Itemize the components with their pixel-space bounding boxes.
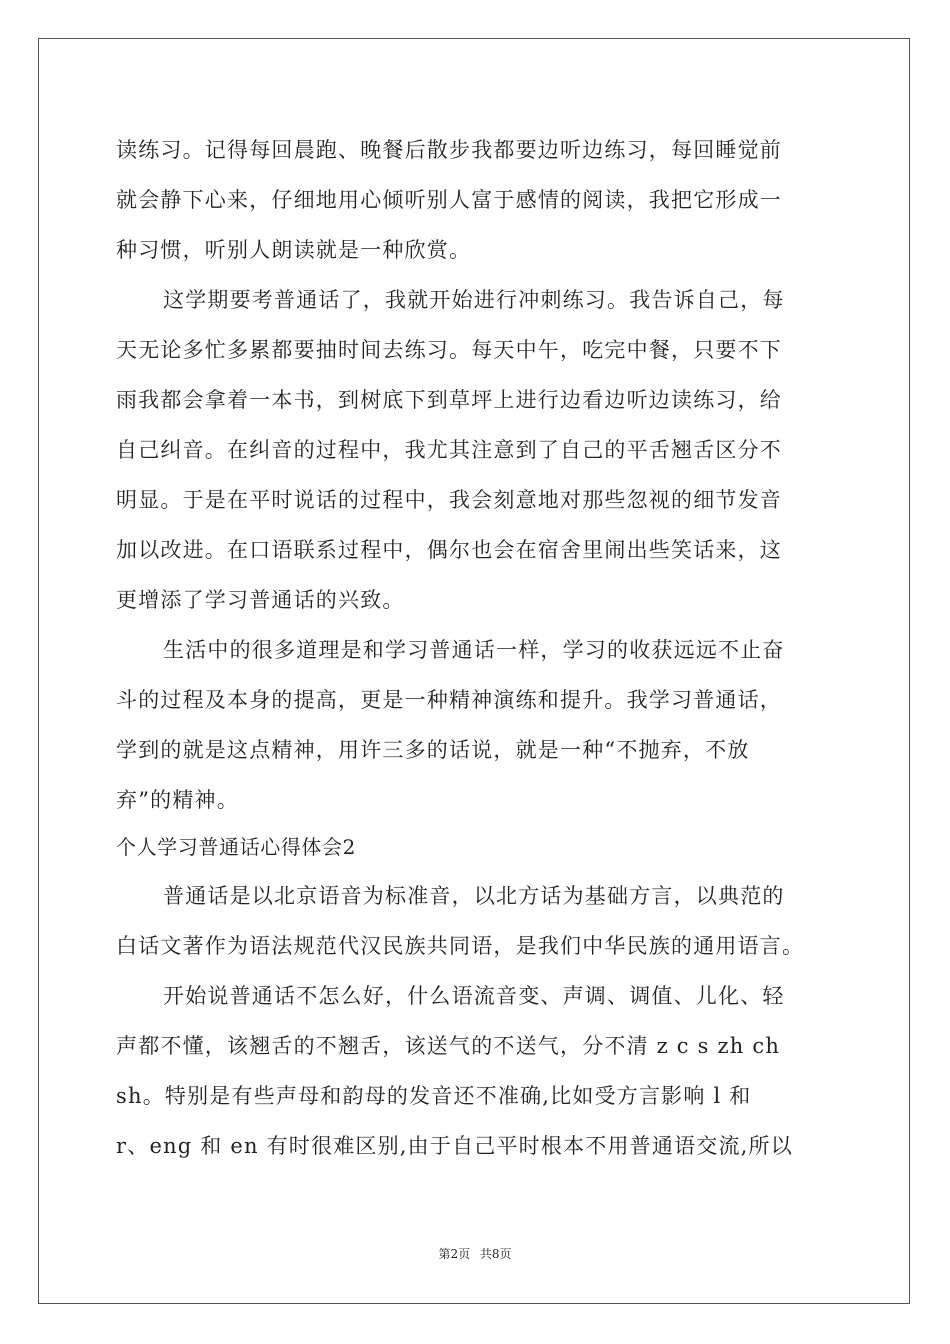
paragraph-line: 白话文著作为语法规范代汉民族共同语，是我们中华民族的通用语言。 xyxy=(116,934,805,958)
paragraph-line: 加以改进。在口语联系过程中，偶尔也会在宿舍里闹出些笑话来，这 xyxy=(116,538,782,562)
paragraph-line: 种习惯，听别人朗读就是一种欣赏。 xyxy=(116,238,472,262)
paragraph-line: 弃”的精神。 xyxy=(116,788,239,812)
paragraph-line: 斗的过程及本身的提高，更是一种精神演练和提升。我学习普通话， xyxy=(116,688,782,712)
paragraph-line: 学到的就是这点精神，用许三多的话说，就是一种“不抛弃，不放 xyxy=(116,738,750,762)
section-heading: 个人学习普通话心得体会2 xyxy=(116,835,356,859)
paragraph-line: sh。特别是有些声母和韵母的发音还不准确,比如受方言影响 l 和 xyxy=(116,1084,752,1108)
paragraph-line: 声都不懂，该翘舌的不翘舌，该送气的不送气，分不清 z c s zh ch xyxy=(116,1034,781,1058)
paragraph-line: 更增添了学习普通话的兴致。 xyxy=(116,588,405,612)
page-border xyxy=(38,38,910,1304)
paragraph-line: 普通话是以北京语音为标准音，以北方话为基础方言，以典范的 xyxy=(163,884,785,908)
page-footer xyxy=(0,1246,950,1262)
paragraph-line: 读练习。记得每回晨跑、晚餐后散步我都要边听边练习，每回睡觉前 xyxy=(116,138,782,162)
paragraph-line: 雨我都会拿着一本书，到树底下到草坪上进行边看边听边读练习，给 xyxy=(116,388,782,412)
page-number: 第2页 xyxy=(438,1247,471,1261)
paragraph-line: 这学期要考普通话了，我就开始进行冲刺练习。我告诉自己，每 xyxy=(163,288,785,312)
paragraph-line: 开始说普通话不怎么好，什么语流音变、声调、调值、儿化、轻 xyxy=(163,984,785,1008)
paragraph-line: 生活中的很多道理是和学习普通话一样，学习的收获远远不止奋 xyxy=(163,638,785,662)
paragraph-line: 自己纠音。在纠音的过程中，我尤其注意到了自己的平舌翘舌区分不 xyxy=(116,438,782,462)
paragraph-line: r、eng 和 en 有时很难区别,由于自己平时根本不用普通语交流,所以 xyxy=(116,1134,793,1158)
page-total: 共8页 xyxy=(479,1247,512,1261)
paragraph-line: 明显。于是在平时说话的过程中，我会刻意地对那些忽视的细节发音 xyxy=(116,488,782,512)
paragraph-line: 就会静下心来，仔细地用心倾听别人富于感情的阅读，我把它形成一 xyxy=(116,188,782,212)
paragraph-line: 天无论多忙多累都要抽时间去练习。每天中午，吃完中餐，只要不下 xyxy=(116,338,782,362)
